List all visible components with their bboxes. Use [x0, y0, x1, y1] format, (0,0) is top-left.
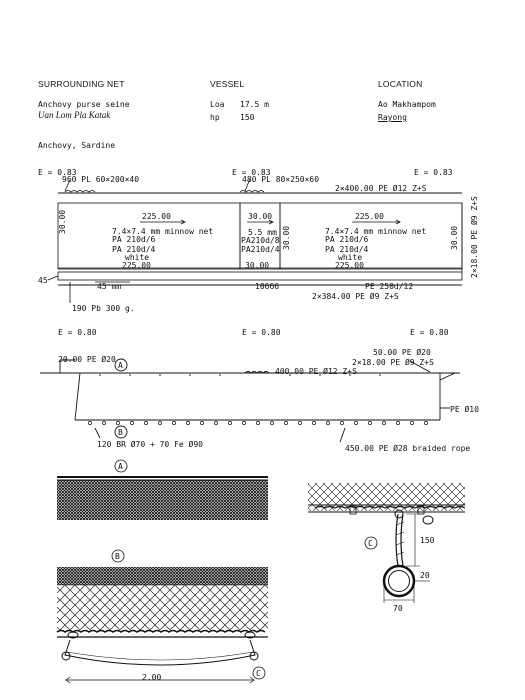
rig-e-mid: E = 0.80 [242, 328, 281, 337]
rig-right-line: 50.00 PE Ø20 [373, 348, 431, 357]
location-line-2: Rayong [378, 113, 407, 122]
detail-a [57, 460, 268, 520]
float-mid-spec: 480 PL 80×250×60 [242, 175, 320, 184]
rig-label-b: B [118, 428, 123, 437]
selvedge-count: 10666 [255, 282, 280, 291]
detail-b-label: B [115, 552, 120, 561]
right-panel-mat2: PA 210d/4 [325, 245, 369, 254]
float-cluster-left [65, 191, 95, 193]
right-panel-color: white [338, 253, 363, 262]
right-panel-mesh: 7.4×7.4 mm minnow net [325, 227, 427, 236]
selvedge-spec: 45 mm [97, 282, 122, 291]
sinker-spec: 190 Pb 300 g. [72, 304, 135, 313]
footrope-spec: 2×384.00 PE Ø9 Z+S [312, 292, 399, 301]
target-species: Anchovy, Sardine [38, 141, 116, 150]
left-panel-mat1: PA 210d/6 [112, 235, 156, 244]
left-panel-bottom: 225.00 [122, 261, 151, 270]
loa-value: 17.5 m [240, 100, 269, 109]
dim-70: 70 [393, 604, 403, 613]
rig-headrope: 400.00 PE Ø12 Z+S [275, 367, 357, 376]
plan-e-left: E = 0.83 [38, 168, 77, 177]
net-type: Anchovy purse seine [38, 100, 130, 109]
dim-20: 20 [420, 571, 430, 580]
mid-panel-mesh: 5.5 mm [248, 228, 277, 237]
mid-panel-mat2: PA210d/4 [241, 245, 280, 254]
rig-e-right: E = 0.80 [410, 328, 449, 337]
detail-b-c-label: C [256, 669, 261, 678]
left-panel-mat2: PA 210d/4 [112, 245, 156, 254]
mid-panel-mat1: PA210d/8 [241, 236, 280, 245]
detail-b [57, 550, 268, 683]
location-line-1: Ao Makhampom [378, 100, 436, 109]
detail-a-label: A [118, 462, 123, 471]
hp-value: 150 [240, 113, 255, 122]
headrope-spec: 2×400.00 PE Ø12 Z+S [335, 184, 427, 193]
local-name: Uan Lom Pla Katak [38, 110, 111, 120]
header-vessel-title: VESSEL [210, 79, 245, 89]
float-cluster-mid [240, 191, 264, 193]
header-net-category: SURROUNDING NET [38, 79, 125, 89]
mid-panel-length: 30.00 [248, 212, 273, 221]
rig-e-left: E = 0.80 [58, 328, 97, 337]
edge-45: 45 [38, 276, 48, 285]
header-location-title: LOCATION [378, 79, 423, 89]
left-panel-color: white [125, 253, 150, 262]
side-rope-spec: 2×18.00 PE Ø9 Z+S [470, 196, 479, 278]
rigging-view [40, 359, 460, 442]
float-left-spec: 960 PL 60×200×40 [62, 175, 140, 184]
rig-rings-spec: 120 BR Ø70 + 70 Fe Ø90 [97, 440, 203, 449]
dim-150: 150 [420, 536, 435, 545]
plan-e-right: E = 0.83 [414, 168, 453, 177]
rig-left-line: 20.00 PE Ø20 [58, 355, 116, 364]
left-panel-mesh: 7.4×7.4 mm minnow net [112, 227, 214, 236]
rig-bottom-rope: 450.00 PE Ø28 braided rope [345, 444, 471, 453]
right-panel-mat1: PA 210d/6 [325, 235, 369, 244]
plan-e-mid: E = 0.83 [232, 168, 271, 177]
right-panel-depth-right: 30.00 [450, 225, 459, 250]
left-panel-depth: 30.00 [58, 209, 67, 234]
selvedge-strip [58, 272, 462, 280]
selvedge-material: PE 250d/12 [365, 282, 414, 291]
left-panel-length: 225.00 [142, 212, 171, 221]
mid-panel-bottom: 30.00 [245, 261, 270, 270]
ring-row [88, 421, 427, 424]
rig-label-a: A [118, 361, 123, 370]
loa-label: Loa [210, 100, 225, 109]
hp-label: hp [210, 113, 220, 122]
rig-right-pair: 2×18.00 PE Ø9 Z+S [352, 358, 434, 367]
detail-c [308, 483, 465, 603]
dim-2-00: 2.00 [142, 673, 162, 682]
rig-bridle: PE Ø10 [450, 405, 479, 414]
right-panel-depth-left: 30.00 [282, 225, 291, 250]
right-panel-length: 225.00 [355, 212, 384, 221]
right-panel-bottom: 225.00 [335, 261, 364, 270]
detail-c-label: C [368, 539, 373, 548]
